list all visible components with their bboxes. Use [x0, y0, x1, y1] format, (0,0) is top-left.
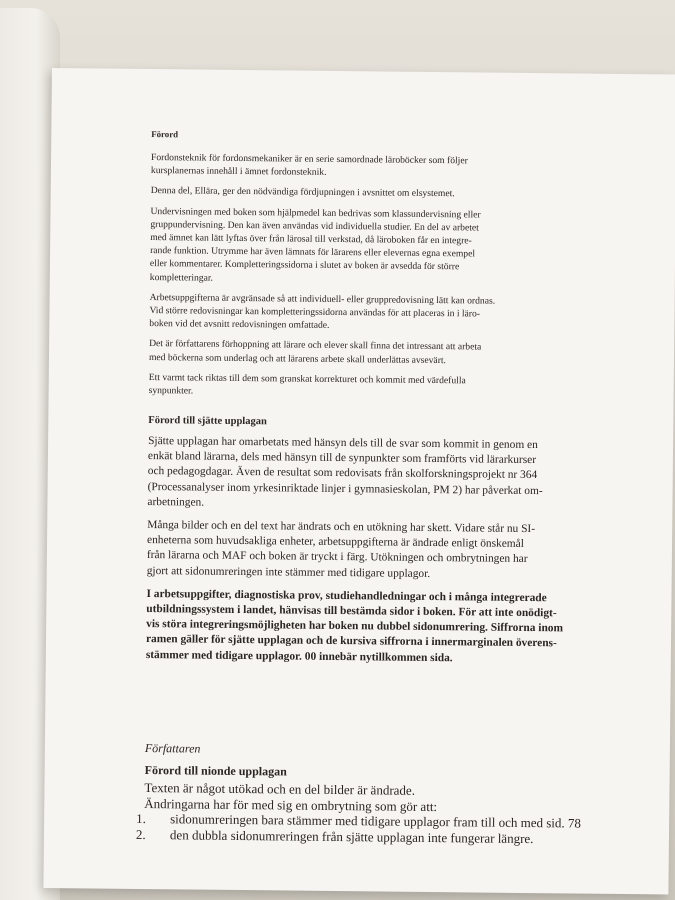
forord-paragraph-2: Denna del, Ellära, ger den nödvändiga fördjupningen i avsnittet om elsystemet. [150, 185, 455, 200]
sjatte-heading: Förord till sjätte upplagan [148, 415, 267, 428]
sjatte-bold-paragraph: I arbetsuppgifter, diagnostiska prov, studiehandledningar och i många integrerade utbildningssystem i landet, hänvisas till bestämda sidor i boken. För att inte onödigt- vis störa integreringsmöjligheten har boken nu dubbel sidonumrering. Siffrorna inom ramen gäller för sjätte upplagan och de kursiva siffrorna i innermarginalen överens- stämmer med tidigare upplagor. 00 innebär nytillkommen sida. [145, 587, 564, 664]
list-item-text: sidonumreringen bara stämmer med tidigare upplagor fram till och med sid. 78 [170, 811, 582, 831]
nionde-heading: Förord till nionde upplagan [144, 763, 287, 779]
list-item-number: 1. [136, 810, 146, 827]
forord-paragraph-1: Fordonsteknik för fordonsmekaniker är en serie samordnade läroböcker som följer kursplanernas innehåll i ämnet fordonsteknik. [150, 152, 468, 179]
forord-paragraph-6: Ett varmt tack riktas till dem som granskat korrekturet och kommit med värdefulla synpunkter. [148, 371, 466, 397]
forord-paragraph-3: Undervisningen med boken som hjälpmedel kan bedrivas som klassundervisning eller gruppundervisning. Den kan även användas vid individuella studier. En del av arbetet med ämnet kan lätt lyftas över från lärosal till verkstad, då läroboken får en integre- rande funktion. Utrymme har även lämnats för lärarens eller elevernas egna exempel eller kommentarer. Kompletteringssidorna i slutet av boken är avsedda för större kompletteringar. [149, 205, 481, 284]
list-item [135, 826, 584, 847]
nionde-list [135, 810, 584, 847]
nionde-paragraph-1: Texten är något utökad och en del bilder är ändrade. [144, 780, 416, 798]
list-item-text: den dubbla sidonumreringen från sjätte upplagan inte fungerar längre. [169, 826, 534, 846]
author-signature: Författaren [144, 741, 201, 756]
nionde-paragraph-2: Ändringarna har för med sig en ombrytning som gör att: [144, 795, 438, 814]
forord-heading: Förord [151, 129, 179, 140]
nionde-section [135, 763, 585, 847]
forord-paragraph-4: Arbetsuppgifterna är avgränsade så att individuell- eller gruppredovisning lätt kan ordnas. Vid större redovisningar kan kompletteringssidorna användas för att placeras in i läro- boken vid det avsnitt redovisningen omfattade. [149, 291, 496, 332]
sjatte-paragraph-2: Många bilder och en del text har ändrats och en utökning har skett. Vidare står nu SI- enheterna som huvudsakliga enheter, arbetsuppgifterna är ändrade enligt önskemål från lärarna och MAF och boken är tryckt i färg. Utökningen och ombrytningen har gjort att sidonumreringen inte stämmer med tidigare upplagor. [146, 519, 536, 580]
book-page [43, 68, 675, 894]
page-content [135, 129, 591, 846]
sjatte-paragraph-1: Sjätte upplagan har omarbetats med hänsyn dels till de svar som kommit in genom en enkät bland lärarna, dels med hänsyn till de synpunkter som framförts vid lärarkurser och pedagogdagar. Även de resultat som redovisats från skolforskningsprojekt nr 364 (Processanalyser inom yrkesinriktade linjer i gymnasieskolan, PM 2) har påverkat om- arbetningen. [147, 435, 543, 509]
forord-section [149, 129, 592, 402]
sjatte-section [146, 415, 589, 667]
forord-paragraph-5: Det är författarens förhoppning att lärare och elever skall finna det intressant att arbeta med böckerna som underlag och att lärarens arbete skall underlättas avsevärt. [148, 338, 482, 366]
list-item-number: 2. [135, 826, 146, 842]
